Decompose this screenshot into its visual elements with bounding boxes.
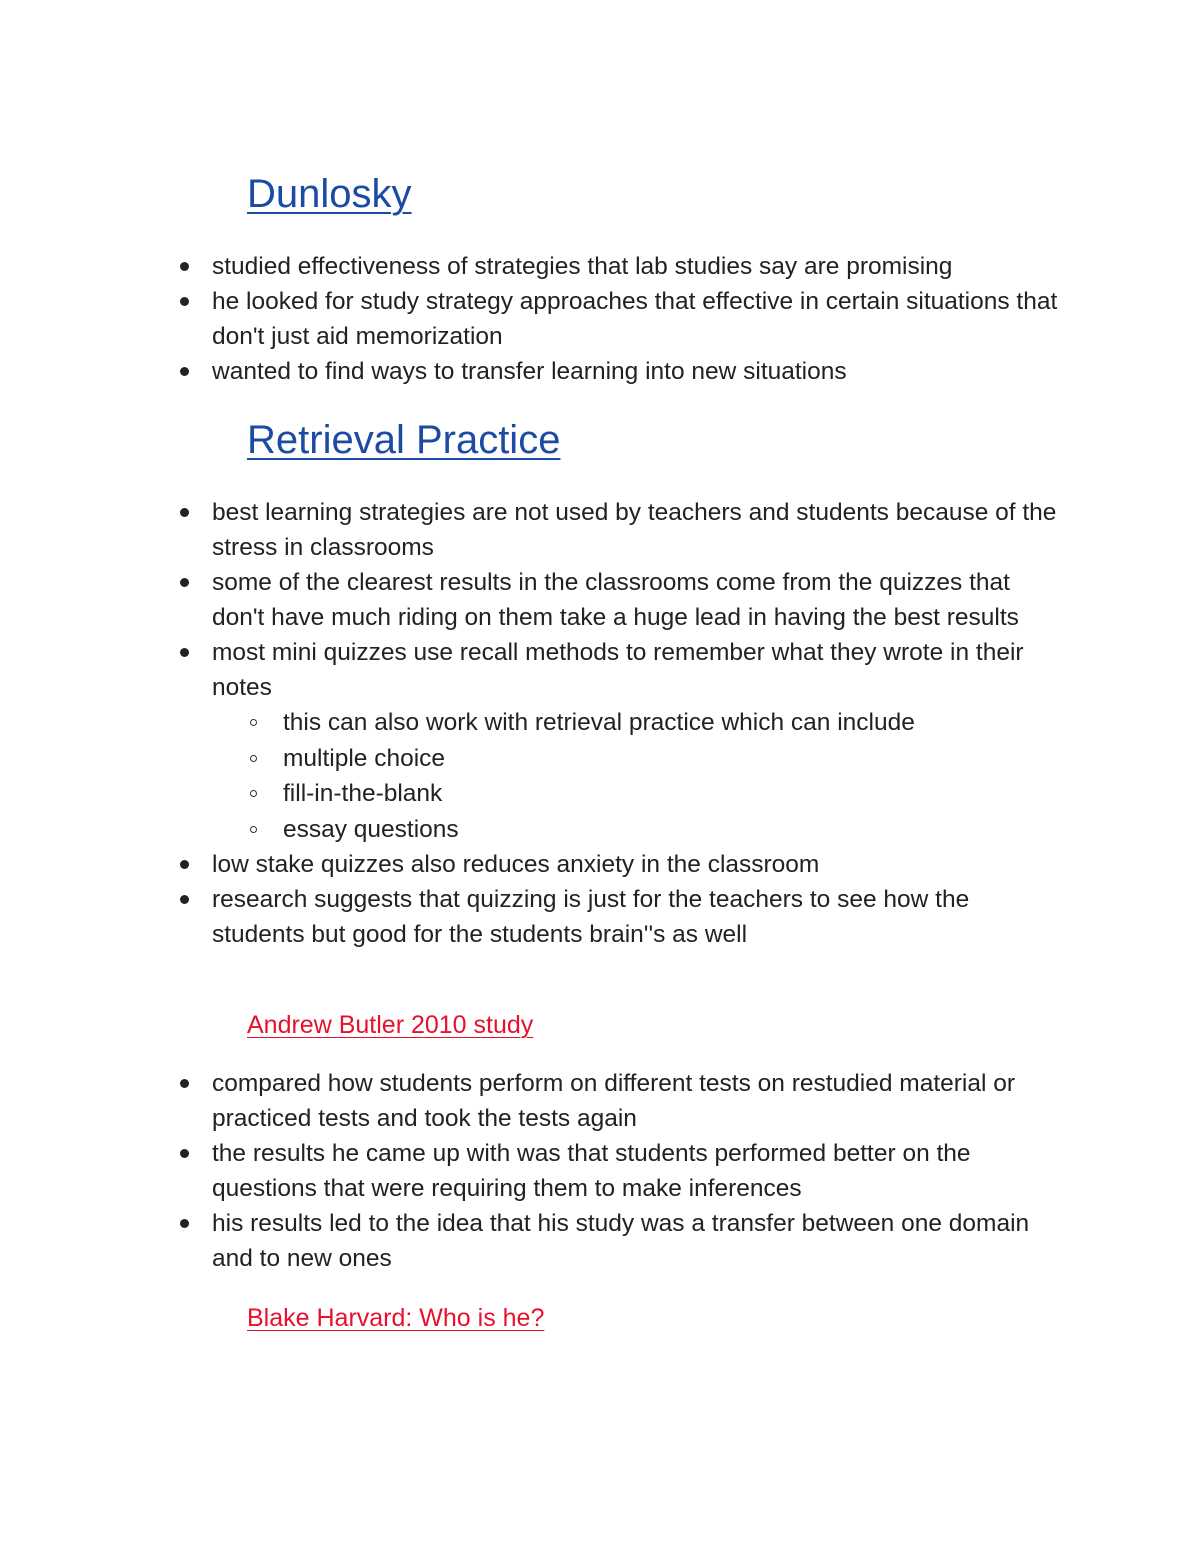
list-item: he looked for study strategy approaches that effective in certain situations that don't just aid memorization	[0, 284, 1200, 354]
list-item: his results led to the idea that his study was a transfer between one domain and to new ones	[0, 1206, 1200, 1276]
retrieval-practice-bullet-list	[0, 495, 1200, 952]
quiz-types-sub-list	[212, 705, 1060, 847]
bullet-icon	[180, 648, 189, 657]
heading-retrieval-practice[interactable]: Retrieval Practice	[247, 418, 561, 462]
bullet-icon	[180, 297, 189, 306]
sub-list-item: this can also work with retrieval practice which can include	[0, 705, 1060, 741]
bullet-icon	[180, 578, 189, 587]
hollow-bullet-icon	[250, 790, 257, 797]
list-item: studied effectiveness of strategies that lab studies say are promising	[0, 249, 1200, 284]
sub-list-item: fill-in-the-blank	[0, 776, 1060, 812]
hollow-bullet-icon	[250, 719, 257, 726]
bullet-icon	[180, 367, 189, 376]
heading-blake-harvard[interactable]: Blake Harvard: Who is he?	[247, 1304, 545, 1332]
list-item: compared how students perform on different tests on restudied material or practiced tests and took the tests again	[0, 1066, 1200, 1136]
bullet-icon	[180, 895, 189, 904]
bullet-icon	[180, 1149, 189, 1158]
bullet-icon	[180, 860, 189, 869]
hollow-bullet-icon	[250, 755, 257, 762]
list-item: wanted to find ways to transfer learning into new situations	[0, 354, 1200, 389]
hollow-bullet-icon	[250, 826, 257, 833]
heading-andrew-butler-study[interactable]: Andrew Butler 2010 study	[247, 1011, 534, 1039]
list-item: most mini quizzes use recall methods to remember what they wrote in their notes this can also work with retrieval practice which can include multiple choice fill-in-the-blank essay questions	[0, 635, 1200, 847]
heading-dunlosky[interactable]: Dunlosky	[247, 172, 412, 216]
list-item: research suggests that quizzing is just for the teachers to see how the students but good for the students brain''s as well	[0, 882, 1200, 952]
list-item: best learning strategies are not used by teachers and students because of the stress in classrooms	[0, 495, 1200, 565]
dunlosky-bullet-list	[0, 249, 1200, 389]
bullet-icon	[180, 262, 189, 271]
sub-list-item: essay questions	[0, 812, 1060, 848]
list-item: low stake quizzes also reduces anxiety in the classroom	[0, 847, 1200, 882]
bullet-icon	[180, 1079, 189, 1088]
bullet-icon	[180, 1219, 189, 1228]
sub-list-item: multiple choice	[0, 741, 1060, 777]
bullet-icon	[180, 508, 189, 517]
list-item: some of the clearest results in the classrooms come from the quizzes that don't have much riding on them take a huge lead in having the best results	[0, 565, 1200, 635]
list-item: the results he came up with was that students performed better on the questions that were requiring them to make inferences	[0, 1136, 1200, 1206]
andrew-butler-bullet-list	[0, 1066, 1200, 1276]
